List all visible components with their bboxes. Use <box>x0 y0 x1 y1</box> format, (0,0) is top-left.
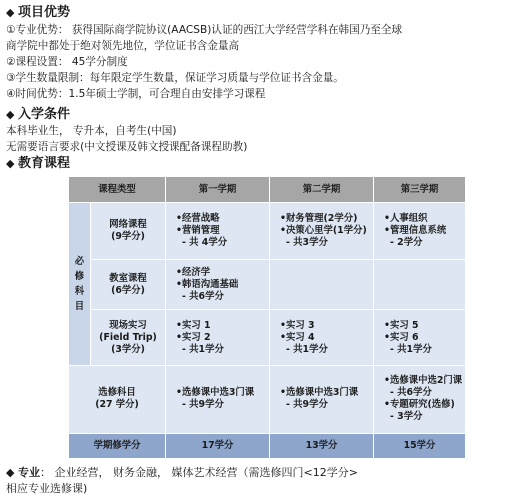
advantage-line: ④时间优势：1.5年硕士学制，可合理自由安排学习课程 <box>6 88 266 100</box>
category-cell: 现场实习 (Field Trip) (3学分) <box>91 310 166 365</box>
bullet-icon: ◆ <box>6 466 15 479</box>
footer-sem2: 13学分 <box>270 433 374 458</box>
curriculum-heading <box>6 156 70 172</box>
sem2-cell: •选修课中选3门课 - 共9学分 <box>270 365 374 433</box>
advantages-title: 项目优势 <box>18 5 71 20</box>
curriculum-title: 教育课程 <box>18 156 71 171</box>
advantage-line: 商学院中都处于绝对领先地位，学位证书含金量高 <box>6 40 240 52</box>
required-label: 必 修 科 目 <box>69 203 91 366</box>
bullet-icon: ◆ <box>6 108 15 121</box>
elective-category-cell: 选修科目 (27 学分) <box>69 365 166 433</box>
header-course-type: 课程类型 <box>69 177 166 203</box>
sem1-cell: •经济学 •韩语沟通基础 - 共6学分 <box>166 260 270 310</box>
sem3-cell: •实习 5 •实习 6 - 共1学分 <box>374 310 466 365</box>
majors-section <box>6 465 522 497</box>
sem3-cell: •选修课中选2门课 - 共6学分 •专题研究(选修) - 3学分 <box>374 365 466 433</box>
curriculum-table <box>68 176 466 459</box>
table-row <box>69 203 466 260</box>
admission-title: 入学条件 <box>18 107 71 122</box>
sem2-cell: •财务管理(2学分) •决策心里学(1学分) - 共3学分 <box>270 203 374 260</box>
advantages-body <box>6 22 522 102</box>
footer-sem1: 17学分 <box>166 433 270 458</box>
table-row-elective <box>69 365 466 433</box>
sem1-cell: •选修课中选3门课 - 共9学分 <box>166 365 270 433</box>
sem2-cell <box>270 260 374 310</box>
majors-line: ： 企业经营， 财务金融， 媒体艺术经营（需选修四门<12学分> <box>40 466 358 479</box>
table-row <box>69 310 466 365</box>
sem3-cell <box>374 260 466 310</box>
majors-label: 专业 <box>18 466 40 479</box>
header-sem3: 第三学期 <box>374 177 466 203</box>
majors-line2: 相应专业选修课) <box>6 482 88 495</box>
admission-line: 无需要语言要求(中文授课及韩文授课配备课程助教) <box>6 141 248 153</box>
table-footer-row <box>69 433 466 458</box>
category-cell: 网络课程 (9学分) <box>91 203 166 260</box>
sem1-cell: •经营战略 •营销管理 - 共 4学分 <box>166 203 270 260</box>
advantages-heading <box>6 5 70 21</box>
admission-body <box>6 123 247 155</box>
sem1-cell: •实习 1 •实习 2 - 共1学分 <box>166 310 270 365</box>
header-sem1: 第一学期 <box>166 177 270 203</box>
header-sem2: 第二学期 <box>270 177 374 203</box>
bullet-icon: ◆ <box>6 6 15 19</box>
advantage-line: ③学生数量限制：每年限定学生数量，保证学习质量与学位证书含金量。 <box>6 72 344 84</box>
footer-sem3: 15学分 <box>374 433 466 458</box>
category-cell: 教室课程 (6学分) <box>91 260 166 310</box>
table-header-row <box>69 177 466 203</box>
sem2-cell: •实习 3 •实习 4 - 共1学分 <box>270 310 374 365</box>
table-row <box>69 260 466 310</box>
advantage-line: ②课程设置： 45学分制度 <box>6 56 128 68</box>
advantage-line: ①专业优势： 获得国际商学院协议(AACSB)认证的西江大学经营学科在韩国乃至全球 <box>6 24 403 36</box>
admission-heading <box>6 107 70 123</box>
bullet-icon: ◆ <box>6 157 15 170</box>
footer-label: 学期修学分 <box>69 433 166 458</box>
sem3-cell: •人事组织 •管理信息系统 - 2学分 <box>374 203 466 260</box>
admission-line: 本科毕业生， 专升本，自考生(中国) <box>6 125 177 137</box>
